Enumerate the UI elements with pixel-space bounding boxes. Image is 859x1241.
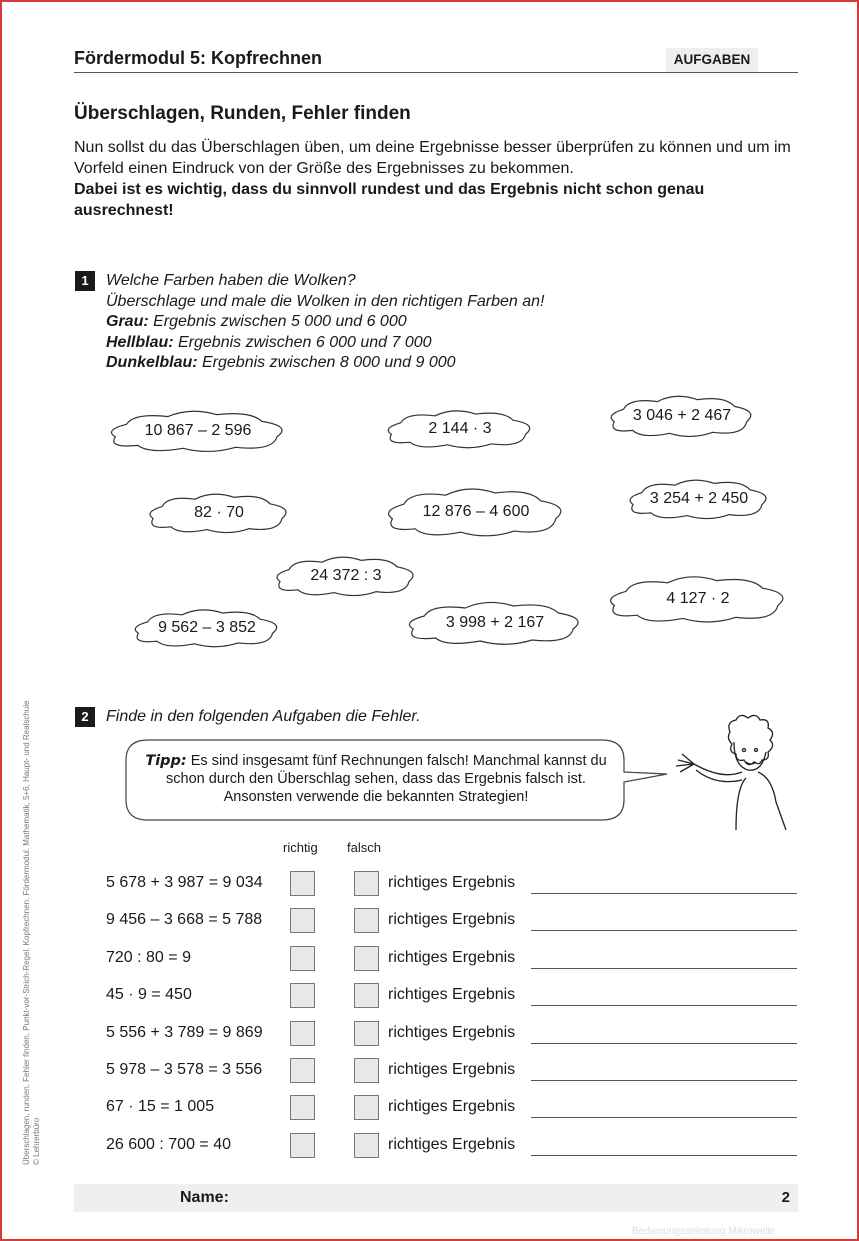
cloud-expression: 3 046 + 2 467	[632, 407, 732, 424]
legend-row-lightblue	[106, 333, 544, 354]
header-divider	[74, 72, 798, 73]
answer-line[interactable]	[531, 1043, 797, 1044]
cloud-expression: 10 867 – 2 596	[144, 422, 252, 439]
watermark: Bedienungsanleitung Mikrowelle	[632, 1226, 776, 1237]
legend-range: Ergebnis zwischen 8 000 und 9 000	[197, 354, 456, 371]
legend-color: Dunkelblau:	[106, 354, 198, 371]
checkbox-correct[interactable]	[290, 908, 315, 933]
side-credit-copyright: © Lehrerbüro	[32, 1117, 41, 1165]
math-cloud	[624, 476, 774, 522]
checkbox-wrong[interactable]	[354, 1021, 379, 1046]
task1-instructions	[106, 271, 544, 374]
math-cloud	[402, 598, 588, 648]
legend-range: Ergebnis zwischen 5 000 und 6 000	[148, 313, 407, 330]
legend-color: Hellblau:	[106, 333, 174, 351]
math-cloud	[603, 572, 793, 626]
checkbox-wrong[interactable]	[354, 908, 379, 933]
equation: 5 556 + 3 789 = 9 869	[106, 1024, 263, 1041]
boy-waving-illustration	[668, 712, 798, 832]
answer-line[interactable]	[531, 1117, 797, 1118]
answer-line[interactable]	[531, 1155, 797, 1156]
side-credit	[22, 701, 42, 1165]
equation: 26 600 : 700 = 40	[106, 1136, 231, 1153]
checkbox-correct[interactable]	[290, 871, 315, 896]
answer-line[interactable]	[531, 930, 797, 931]
math-cloud	[104, 407, 292, 455]
checkbox-correct[interactable]	[290, 946, 315, 971]
equation: 45 · 9 = 450	[106, 986, 192, 1003]
math-cloud	[271, 553, 421, 599]
checkbox-wrong[interactable]	[354, 871, 379, 896]
equation: 5 678 + 3 987 = 9 034	[106, 874, 263, 891]
cloud-expression: 9 562 – 3 852	[158, 619, 256, 636]
cloud-expression: 3 998 + 2 167	[445, 614, 545, 631]
result-label: richtiges Ergebnis	[388, 949, 516, 966]
task-number-2: 2	[75, 707, 95, 727]
cloud-expression: 4 127 · 2	[666, 590, 730, 607]
section-tag: AUFGABEN	[666, 48, 758, 72]
footer-bar	[74, 1184, 798, 1212]
cloud-expression: 24 372 : 3	[310, 567, 382, 584]
result-label: richtiges Ergebnis	[388, 874, 516, 891]
equation: 9 456 – 3 668 = 5 788	[106, 911, 263, 928]
cloud-expression: 3 254 + 2 450	[649, 490, 749, 507]
math-cloud	[144, 490, 294, 536]
intro-paragraph: Nun sollst du das Überschlagen üben, um deine Ergebnisse besser überprüfen zu können und um im Vorfeld einen Eindruck von der Größe des Ergebnisses zu bekommen.	[74, 139, 791, 177]
result-label: richtiges Ergebnis	[388, 1061, 516, 1078]
tip-label: Tipp:	[145, 753, 187, 769]
column-header-wrong: falsch	[347, 840, 381, 855]
checkbox-wrong[interactable]	[354, 1133, 379, 1158]
legend-color: Grau:	[106, 313, 149, 330]
result-label: richtiges Ergebnis	[388, 986, 516, 1003]
answer-line[interactable]	[531, 1080, 797, 1081]
math-cloud	[129, 606, 285, 650]
tip-body: Es sind insgesamt fünf Rechnungen falsch! Manchmal kannst du schon durch den Überschlag sehen, dass das Ergebnis falsch ist. Ansonsten verwende die bekannten Strategien!	[166, 753, 607, 805]
checkbox-correct[interactable]	[290, 1095, 315, 1120]
task-number-1: 1	[75, 271, 95, 291]
legend-range: Ergebnis zwischen 6 000 und 7 000	[173, 333, 432, 351]
intro-text	[74, 137, 794, 221]
result-label: richtiges Ergebnis	[388, 1024, 516, 1041]
legend-row-darkblue	[106, 353, 544, 374]
checkbox-correct[interactable]	[290, 983, 315, 1008]
task2-instruction: Finde in den folgenden Aufgaben die Fehler.	[106, 708, 421, 725]
math-cloud	[605, 392, 759, 440]
checkbox-correct[interactable]	[290, 1058, 315, 1083]
legend-row-grey	[106, 312, 544, 333]
checkbox-correct[interactable]	[290, 1021, 315, 1046]
checkbox-wrong[interactable]	[354, 1095, 379, 1120]
result-label: richtiges Ergebnis	[388, 1136, 516, 1153]
equation: 67 · 15 = 1 005	[106, 1098, 215, 1115]
side-credit-text: Überschlagen, runden, Fehler finden, Punkt-vor-Strich-Regel. Kopfrechnen. Fördermodul. Mathematik, 5+6, Haupt- und Realschule	[22, 700, 31, 1165]
cloud-expression: 12 876 – 4 600	[422, 503, 530, 520]
result-label: richtiges Ergebnis	[388, 911, 516, 928]
task1-directive: Überschlage und male die Wolken in den richtigen Farben an!	[106, 292, 545, 310]
answer-line[interactable]	[531, 1005, 797, 1006]
tip-text	[136, 752, 616, 806]
intro-emphasis: Dabei ist es wichtig, dass du sinnvoll rundest und das Ergebnis nicht schon genau ausrechnest!	[74, 181, 705, 219]
name-label: Name:	[180, 1189, 229, 1206]
cloud-expression: 2 144 · 3	[428, 420, 492, 437]
equation: 5 978 – 3 578 = 3 556	[106, 1061, 263, 1078]
math-cloud	[382, 407, 538, 451]
result-label: richtiges Ergebnis	[388, 1098, 516, 1115]
checkbox-correct[interactable]	[290, 1133, 315, 1158]
section-title: Überschlagen, Runden, Fehler finden	[74, 103, 411, 124]
checkbox-wrong[interactable]	[354, 1058, 379, 1083]
module-title: Fördermodul 5: Kopfrechnen	[74, 48, 323, 68]
answer-line[interactable]	[531, 893, 797, 894]
checkbox-wrong[interactable]	[354, 983, 379, 1008]
answer-line[interactable]	[531, 968, 797, 969]
checkbox-wrong[interactable]	[354, 946, 379, 971]
page-number: 2	[781, 1189, 790, 1206]
cloud-expression: 82 · 70	[194, 504, 244, 521]
column-header-correct: richtig	[283, 840, 318, 855]
equation: 720 : 80 = 9	[106, 949, 191, 966]
math-cloud	[381, 484, 571, 540]
task1-question: Welche Farben haben die Wolken?	[106, 272, 356, 289]
